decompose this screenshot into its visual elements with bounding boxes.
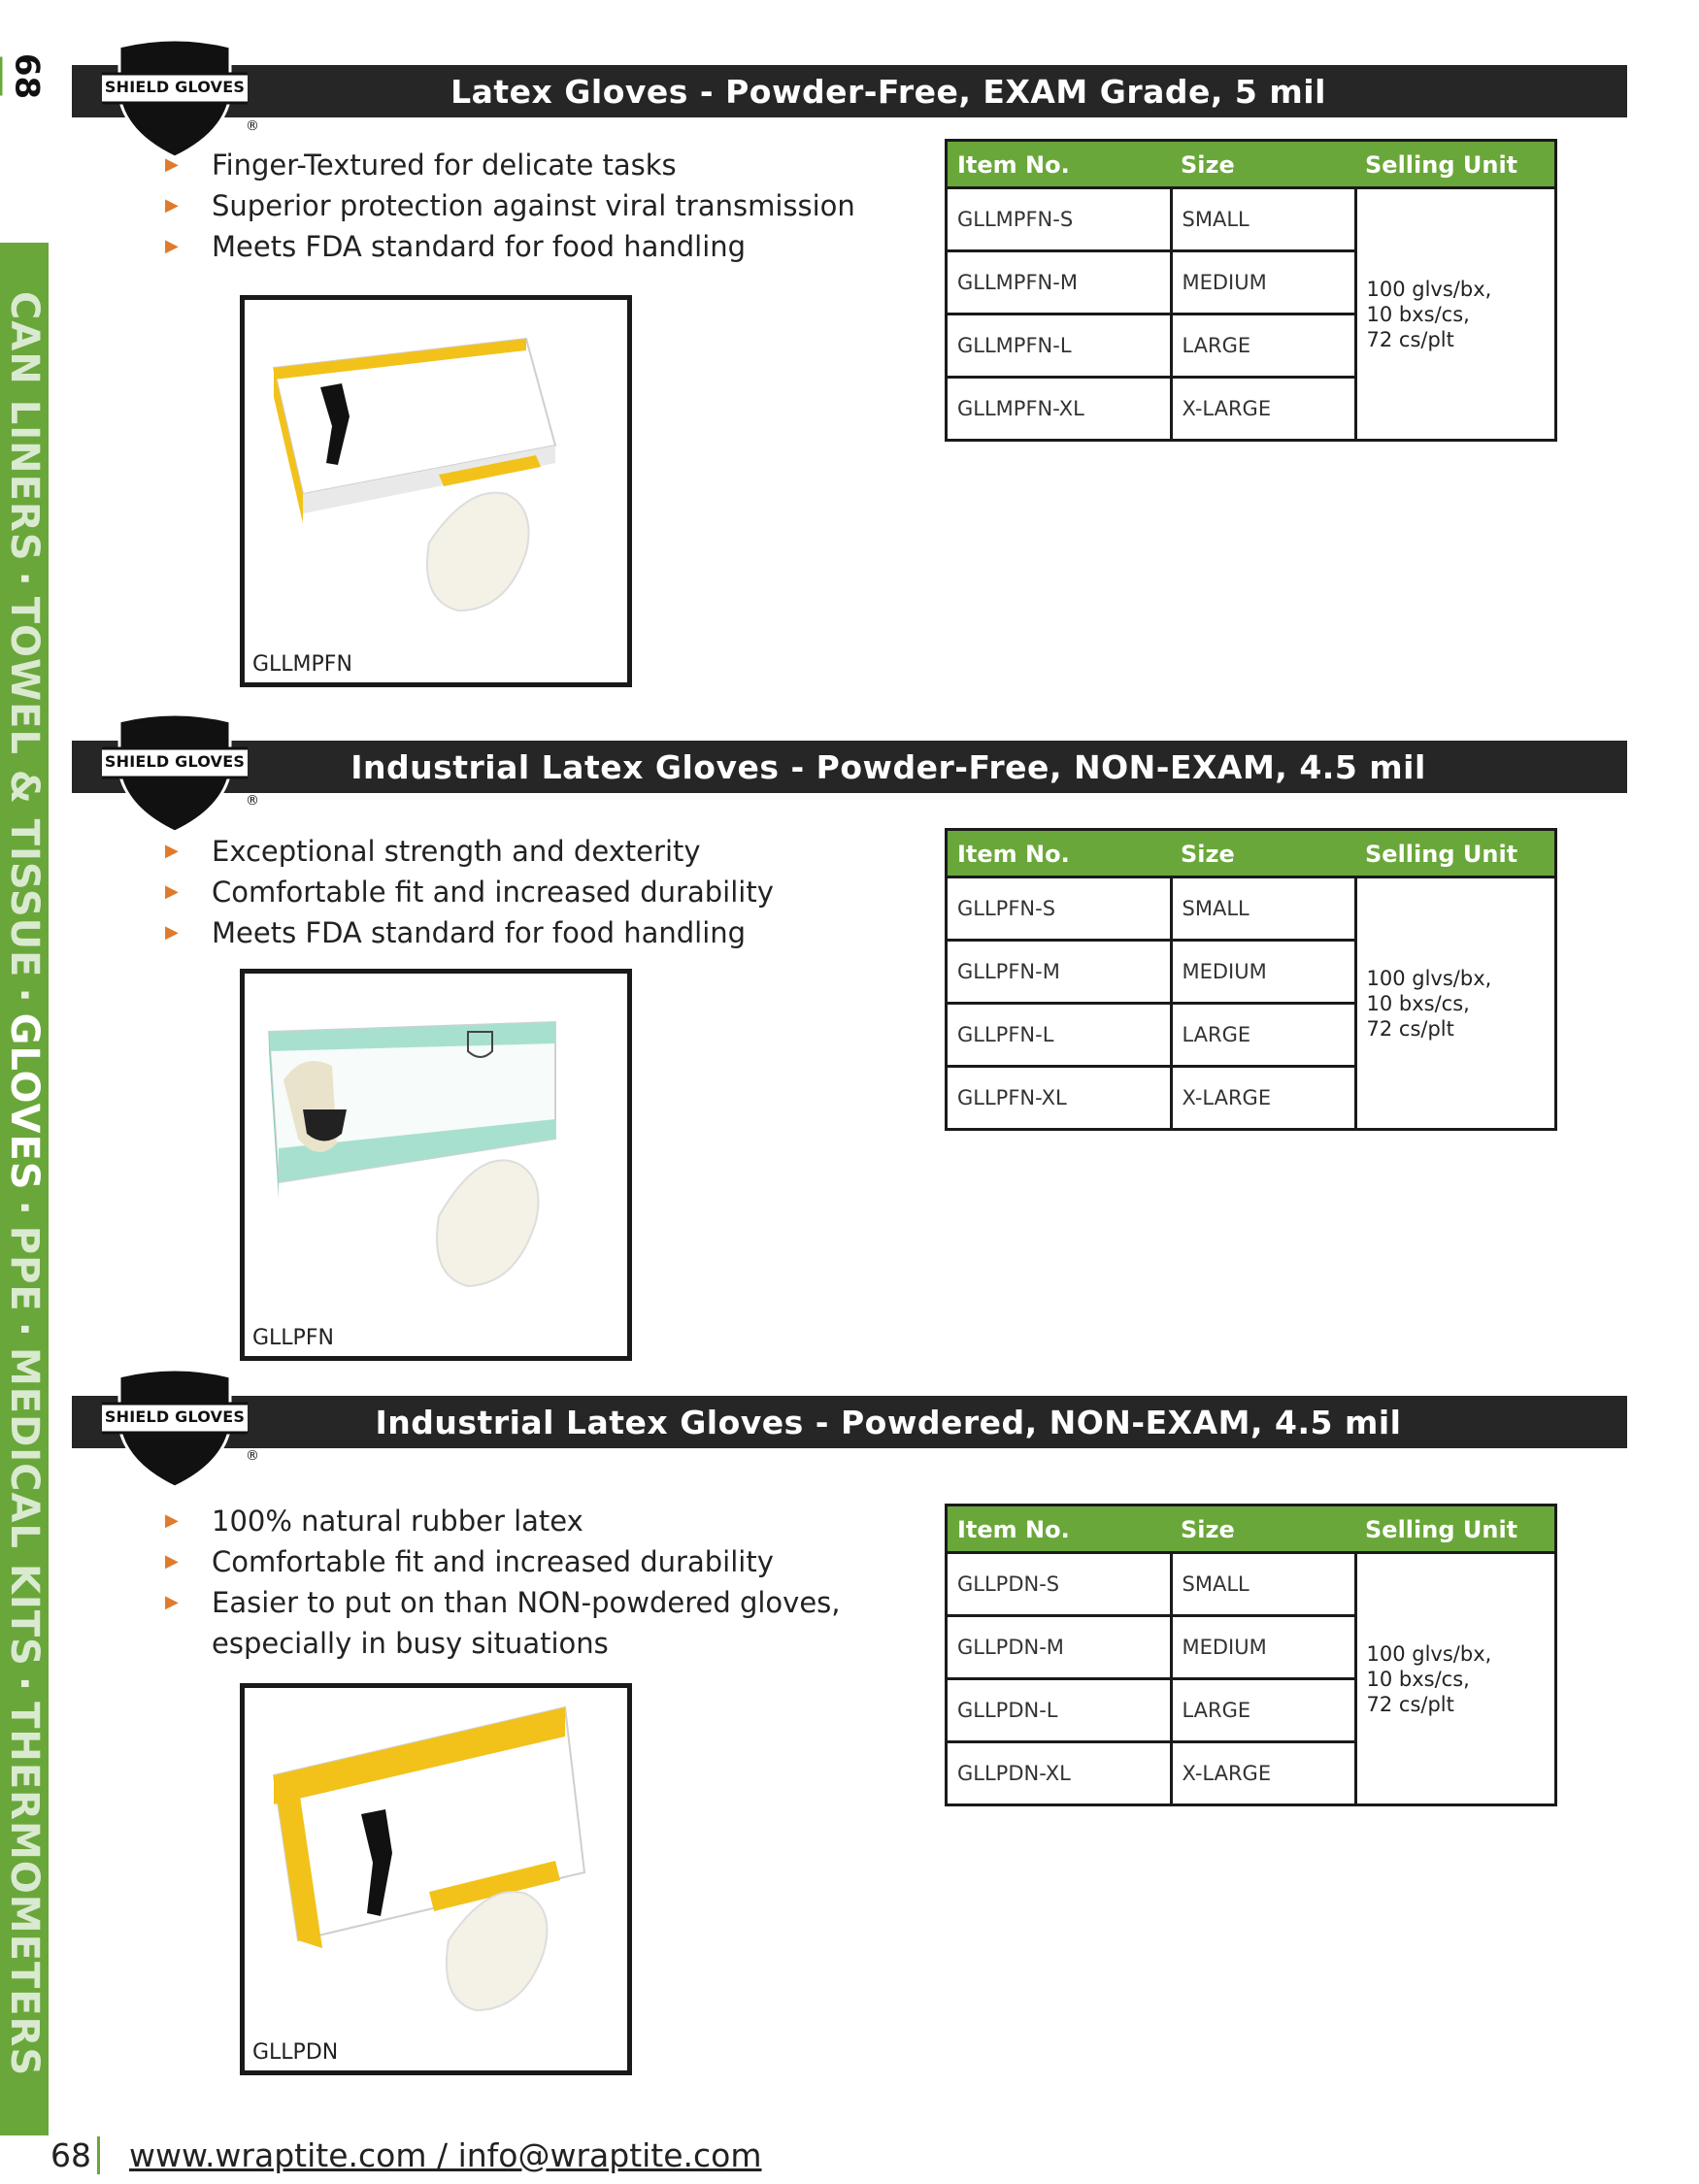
side-category-text <box>2 291 47 2076</box>
section-2-title: Industrial Latex Gloves - Powder-Free, NON-EXAM, 4.5 mil <box>350 747 1426 786</box>
item-cell: GLLPFN-S <box>947 877 1172 941</box>
size-cell: SMALL <box>1171 188 1355 251</box>
item-cell: GLLPFN-L <box>947 1004 1172 1067</box>
list-item: ▶ Exceptional strength and dexterity <box>165 831 774 872</box>
registered-mark: ® <box>246 1448 259 1464</box>
header-item-no: Item No. <box>947 1506 1172 1553</box>
section-3-spec-table <box>945 1504 1557 1806</box>
registered-mark: ® <box>246 118 259 134</box>
list-item: ▶ Superior protection against viral transmission <box>165 185 855 226</box>
list-item: ▶ Meets FDA standard for food handling <box>165 226 855 267</box>
arrow-bullet-icon: ▶ <box>165 922 179 943</box>
section-2-spec-table <box>945 828 1557 1131</box>
product-code-label: GLLPDN <box>252 2040 339 2065</box>
tab-segment-ppe[interactable]: PPE <box>2 1225 47 1312</box>
glove-box-illustration <box>245 974 627 1304</box>
tab-separator: · <box>2 1200 47 1216</box>
selling-unit-cell: 100 glvs/bx, 10 bxs/cs, 72 cs/plt <box>1355 877 1556 1130</box>
size-cell: SMALL <box>1171 1553 1355 1616</box>
item-cell: GLLPDN-L <box>947 1679 1172 1742</box>
size-cell: LARGE <box>1171 1679 1355 1742</box>
size-cell: X-LARGE <box>1171 378 1355 441</box>
page-footer <box>50 2132 762 2174</box>
section-1-header <box>72 65 1627 117</box>
section-2-bullets <box>165 831 774 953</box>
section-2-header <box>72 741 1627 793</box>
shield-label: SHIELD GLOVES <box>104 1407 246 1426</box>
item-cell: GLLPFN-XL <box>947 1067 1172 1130</box>
tab-segment-thermometers[interactable]: THERMOMETERS <box>2 1702 47 2077</box>
registered-mark: ® <box>246 793 259 809</box>
tab-separator: · <box>2 1321 47 1338</box>
size-cell: X-LARGE <box>1171 1742 1355 1805</box>
shield-gloves-logo <box>102 711 259 838</box>
item-cell: GLLPDN-S <box>947 1553 1172 1616</box>
tab-segment-medical-kits[interactable]: MEDICAL KITS <box>2 1346 47 1667</box>
product-image-gllpfn[interactable] <box>240 969 632 1361</box>
table-header-row <box>947 141 1556 188</box>
selling-unit-cell: 100 glvs/bx, 10 bxs/cs, 72 cs/plt <box>1355 188 1556 441</box>
shield-icon <box>102 711 248 838</box>
list-item: ▶ Meets FDA standard for food handling <box>165 912 774 953</box>
tab-segment-towel-tissue[interactable]: TOWEL & TISSUE <box>2 596 47 978</box>
header-item-no: Item No. <box>947 830 1172 877</box>
size-cell: MEDIUM <box>1171 1616 1355 1679</box>
section-3-header <box>72 1396 1627 1448</box>
glove-box-illustration <box>245 1688 627 2018</box>
header-size: Size <box>1171 1506 1355 1553</box>
product-code-label: GLLPFN <box>252 1326 334 1350</box>
header-selling-unit: Selling Unit <box>1355 141 1556 188</box>
shield-icon <box>102 1367 248 1493</box>
table-header-row <box>947 830 1556 877</box>
shield-label: SHIELD GLOVES <box>104 752 246 771</box>
item-cell: GLLMPFN-S <box>947 188 1172 251</box>
header-selling-unit: Selling Unit <box>1355 830 1556 877</box>
arrow-bullet-icon: ▶ <box>165 1592 179 1612</box>
table-header-row <box>947 1506 1556 1553</box>
size-cell: MEDIUM <box>1171 251 1355 314</box>
list-item: ▶ Finger-Textured for delicate tasks <box>165 145 855 185</box>
section-3-title: Industrial Latex Gloves - Powdered, NON-EXAM, 4.5 mil <box>375 1403 1402 1441</box>
product-image-gllmpfn[interactable] <box>240 295 632 687</box>
item-cell: GLLPFN-M <box>947 941 1172 1004</box>
section-1-bullets <box>165 145 855 267</box>
header-size: Size <box>1171 830 1355 877</box>
shield-gloves-logo <box>102 1367 259 1493</box>
table-row <box>947 188 1556 251</box>
product-image-gllpdn[interactable] <box>240 1683 632 2075</box>
arrow-bullet-icon: ▶ <box>165 236 179 256</box>
table-row <box>947 1553 1556 1616</box>
size-cell: MEDIUM <box>1171 941 1355 1004</box>
header-item-no: Item No. <box>947 141 1172 188</box>
product-code-label: GLLMPFN <box>252 652 352 677</box>
item-cell: GLLMPFN-L <box>947 314 1172 378</box>
tab-separator: · <box>2 571 47 587</box>
tab-separator: · <box>2 987 47 1004</box>
item-cell: GLLPDN-XL <box>947 1742 1172 1805</box>
list-item: ▶ 100% natural rubber latex <box>165 1501 864 1541</box>
arrow-bullet-icon: ▶ <box>165 841 179 861</box>
size-cell: LARGE <box>1171 1004 1355 1067</box>
item-cell: GLLMPFN-M <box>947 251 1172 314</box>
item-cell: GLLPDN-M <box>947 1616 1172 1679</box>
shield-label: SHIELD GLOVES <box>104 78 246 96</box>
arrow-bullet-icon: ▶ <box>165 881 179 902</box>
size-cell: X-LARGE <box>1171 1067 1355 1130</box>
tab-segment-gloves[interactable]: GLOVES <box>2 1012 47 1191</box>
arrow-bullet-icon: ▶ <box>165 1510 179 1531</box>
header-selling-unit: Selling Unit <box>1355 1506 1556 1553</box>
list-item: ▶ Easier to put on than NON-powdered gloves, especially in busy situations <box>165 1582 864 1664</box>
arrow-bullet-icon: ▶ <box>165 195 179 215</box>
page-number-top: 68 <box>0 57 51 96</box>
section-1-spec-table <box>945 139 1557 442</box>
list-item: ▶ Comfortable fit and increased durability <box>165 872 774 912</box>
section-1-title: Latex Gloves - Powder-Free, EXAM Grade, 5 mil <box>450 72 1326 111</box>
item-cell: GLLMPFN-XL <box>947 378 1172 441</box>
list-item: ▶ Comfortable fit and increased durability <box>165 1541 864 1582</box>
header-size: Size <box>1171 141 1355 188</box>
tab-separator: · <box>2 1675 47 1693</box>
size-cell: SMALL <box>1171 877 1355 941</box>
arrow-bullet-icon: ▶ <box>165 1551 179 1572</box>
size-cell: LARGE <box>1171 314 1355 378</box>
contact-link[interactable]: www.wraptite.com / info@wraptite.com <box>129 2136 762 2174</box>
selling-unit-cell: 100 glvs/bx, 10 bxs/cs, 72 cs/plt <box>1355 1553 1556 1805</box>
arrow-bullet-icon: ▶ <box>165 154 179 175</box>
tab-segment-can-liners[interactable]: CAN LINERS <box>2 291 47 562</box>
glove-box-illustration <box>245 300 627 630</box>
table-row <box>947 877 1556 941</box>
section-3-bullets <box>165 1501 864 1664</box>
page-number-footer: 68 <box>50 2136 100 2174</box>
